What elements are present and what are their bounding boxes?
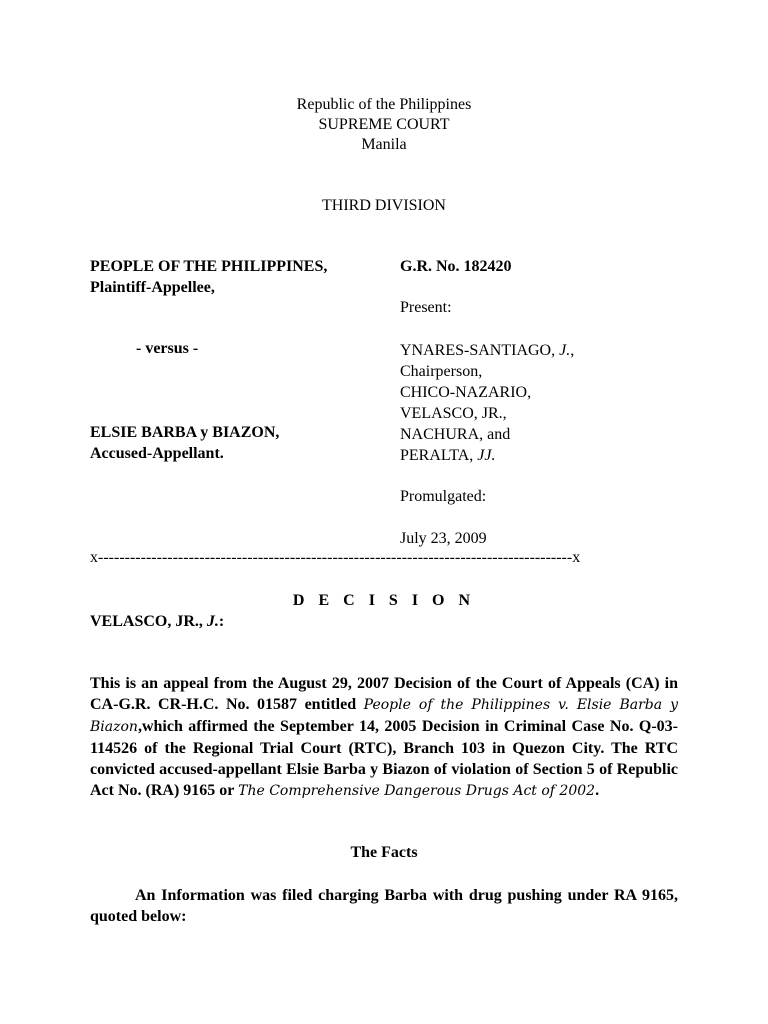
division-line: THIRD DIVISION: [322, 197, 446, 214]
justice-name: PERALTA,: [400, 447, 478, 464]
justice-line: [400, 340, 574, 361]
ponente-name: VELASCO, JR.,: [90, 613, 207, 630]
present-label: Present:: [400, 299, 452, 316]
justice-line: [400, 403, 507, 424]
justice-suffix: J.: [559, 342, 571, 359]
justice-line: [400, 382, 531, 403]
versus-label: - versus -: [136, 340, 199, 357]
plaintiff-role: Plaintiff-Appellee,: [90, 279, 215, 296]
ponente-line: [90, 611, 224, 632]
accused-role: Accused-Appellant.: [90, 445, 224, 462]
ponente-suffix: J.: [206, 613, 219, 630]
justice-suffix: JJ.: [477, 447, 496, 464]
accused-name: ELSIE BARBA y BIAZON,: [90, 424, 280, 441]
decision-title: D E C I S I O N: [292, 592, 476, 609]
justice-line: [400, 424, 510, 445]
justice-name: Chairperson,: [400, 363, 483, 380]
promulgated-date: July 23, 2009: [400, 530, 487, 547]
justice-name: CHICO-NAZARIO,: [400, 384, 532, 401]
justice-line: [400, 445, 495, 466]
separator-line: x-----------------------------------------------------------------------------------------x: [90, 549, 581, 566]
case-title: People of the Philippines v. Elsie Barba y Biazon: [90, 697, 678, 735]
gr-number: G.R. No. 182420: [400, 258, 512, 275]
justice-name: NACHURA, and: [400, 426, 511, 443]
paragraph-text: This is an appeal from the August 29, 2007 Decision of the Court of Appeals (CA) in CA-G.R. CR-H.C. No. 01587 entitled: [90, 675, 678, 713]
ponente-colon: :: [218, 613, 225, 630]
justice-name: VELASCO, JR.,: [400, 405, 507, 422]
paragraph-text: ,which affirmed the September 14, 2005 Decision in Criminal Case No. Q-03-114526 of the Regional Trial Court (RTC), Branch 103 in Quezon City. The RTC convicted accused-appellant Elsie Barba y Biazon of violation of Section 5 of Republic Act No. (RA) 9165 or: [90, 718, 678, 799]
paragraph-end: .: [595, 782, 600, 799]
promulgated-label: Promulgated:: [400, 488, 487, 505]
court-line: SUPREME COURT: [318, 116, 450, 133]
justice-line: [400, 361, 482, 382]
republic-line: Republic of the Philippines: [296, 96, 472, 113]
city-line: Manila: [361, 136, 407, 153]
justice-name: YNARES-SANTIAGO,: [400, 342, 560, 359]
act-title: The Comprehensive Dangerous Drugs Act of 2002: [238, 783, 596, 799]
plaintiff-name: PEOPLE OF THE PHILIPPINES,: [90, 258, 328, 275]
opening-paragraph: [90, 673, 678, 802]
facts-heading: The Facts: [350, 844, 418, 861]
facts-paragraph: An Information was filed charging Barba with drug pushing under RA 9165, quoted below:: [90, 887, 678, 925]
justice-tail: ,: [570, 342, 575, 359]
